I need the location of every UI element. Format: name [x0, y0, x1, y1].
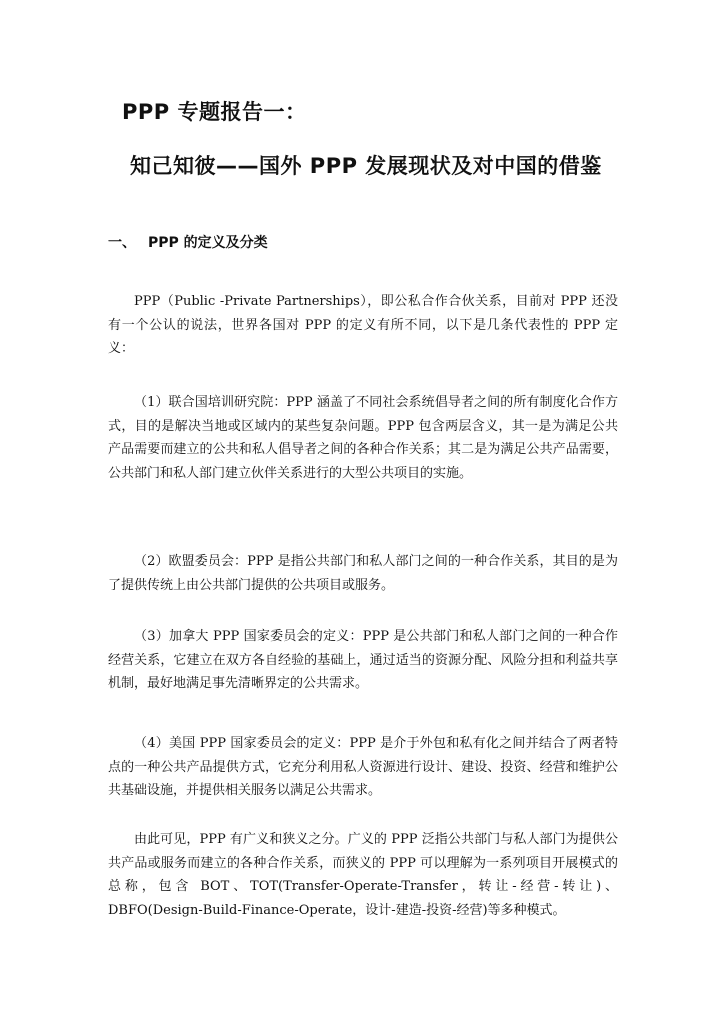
definition-paragraph-canada: （3）加拿大 PPP 国家委员会的定义：PPP 是公共部门和私人部门之间的一种合作经营关系，它建立在双方各自经验的基础上，通过适当的资源分配、风险分担和利益共享机制，最好地满足事先清晰界定的公共需求。 — [108, 629, 618, 691]
section-heading — [108, 232, 268, 252]
report-series-title: PPP 专题报告一： — [122, 100, 307, 124]
definition-paragraph-eu: （2）欧盟委员会：PPP 是指公共部门和私人部门之间的一种合作关系，其目的是为了提供传统上由公共部门提供的公共项目或服务。 — [108, 554, 618, 593]
definition-paragraph-usa: （4）美国 PPP 国家委员会的定义：PPP 是介于外包和私有化之间并结合了两者特点的一种公共产品提供方式，它充分利用私人资源进行设计、建设、投资、经营和维护公共基础设施，并提供相关服务以满足公共需求。 — [108, 736, 618, 798]
report-main-title: 知己知彼——国外 PPP 发展现状及对中国的借鉴 — [130, 154, 602, 178]
section-number: 一、 — [108, 235, 136, 251]
summary-paragraph: 由此可见，PPP 有广义和狭义之分。广义的 PPP 泛指公共部门与私人部门为提供公共产品或服务而建立的各种合作关系，而狭义的 PPP 可以理解为一系列项目开展模式的总称，包含 BOT、TOT(Transfer-Operate-Transfer，转让-经营-转让)、DBFO(Design-Build-Finance-Operate，设计-建造-投资-经营)等多种模式。 — [108, 832, 618, 918]
intro-paragraph: PPP（Public -Private Partnerships），即公私合作合伙关系，目前对 PPP 还没有一个公认的说法，世界各国对 PPP 的定义有所不同，以下是几条代表性的 PPP 定义： — [108, 294, 618, 356]
section-heading-text: PPP 的定义及分类 — [148, 235, 268, 251]
definition-paragraph-unitar: （1）联合国培训研究院：PPP 涵盖了不同社会系统倡导者之间的所有制度化合作方式，目的是解决当地或区域内的某些复杂问题。PPP 包含两层含义，其一是为满足公共产品需要而建立的公共和私人倡导者之间的各种合作关系；其二是为满足公共产品需要，公共部门和私人部门建立伙伴关系进行的大型公共项目的实施。 — [108, 395, 618, 481]
